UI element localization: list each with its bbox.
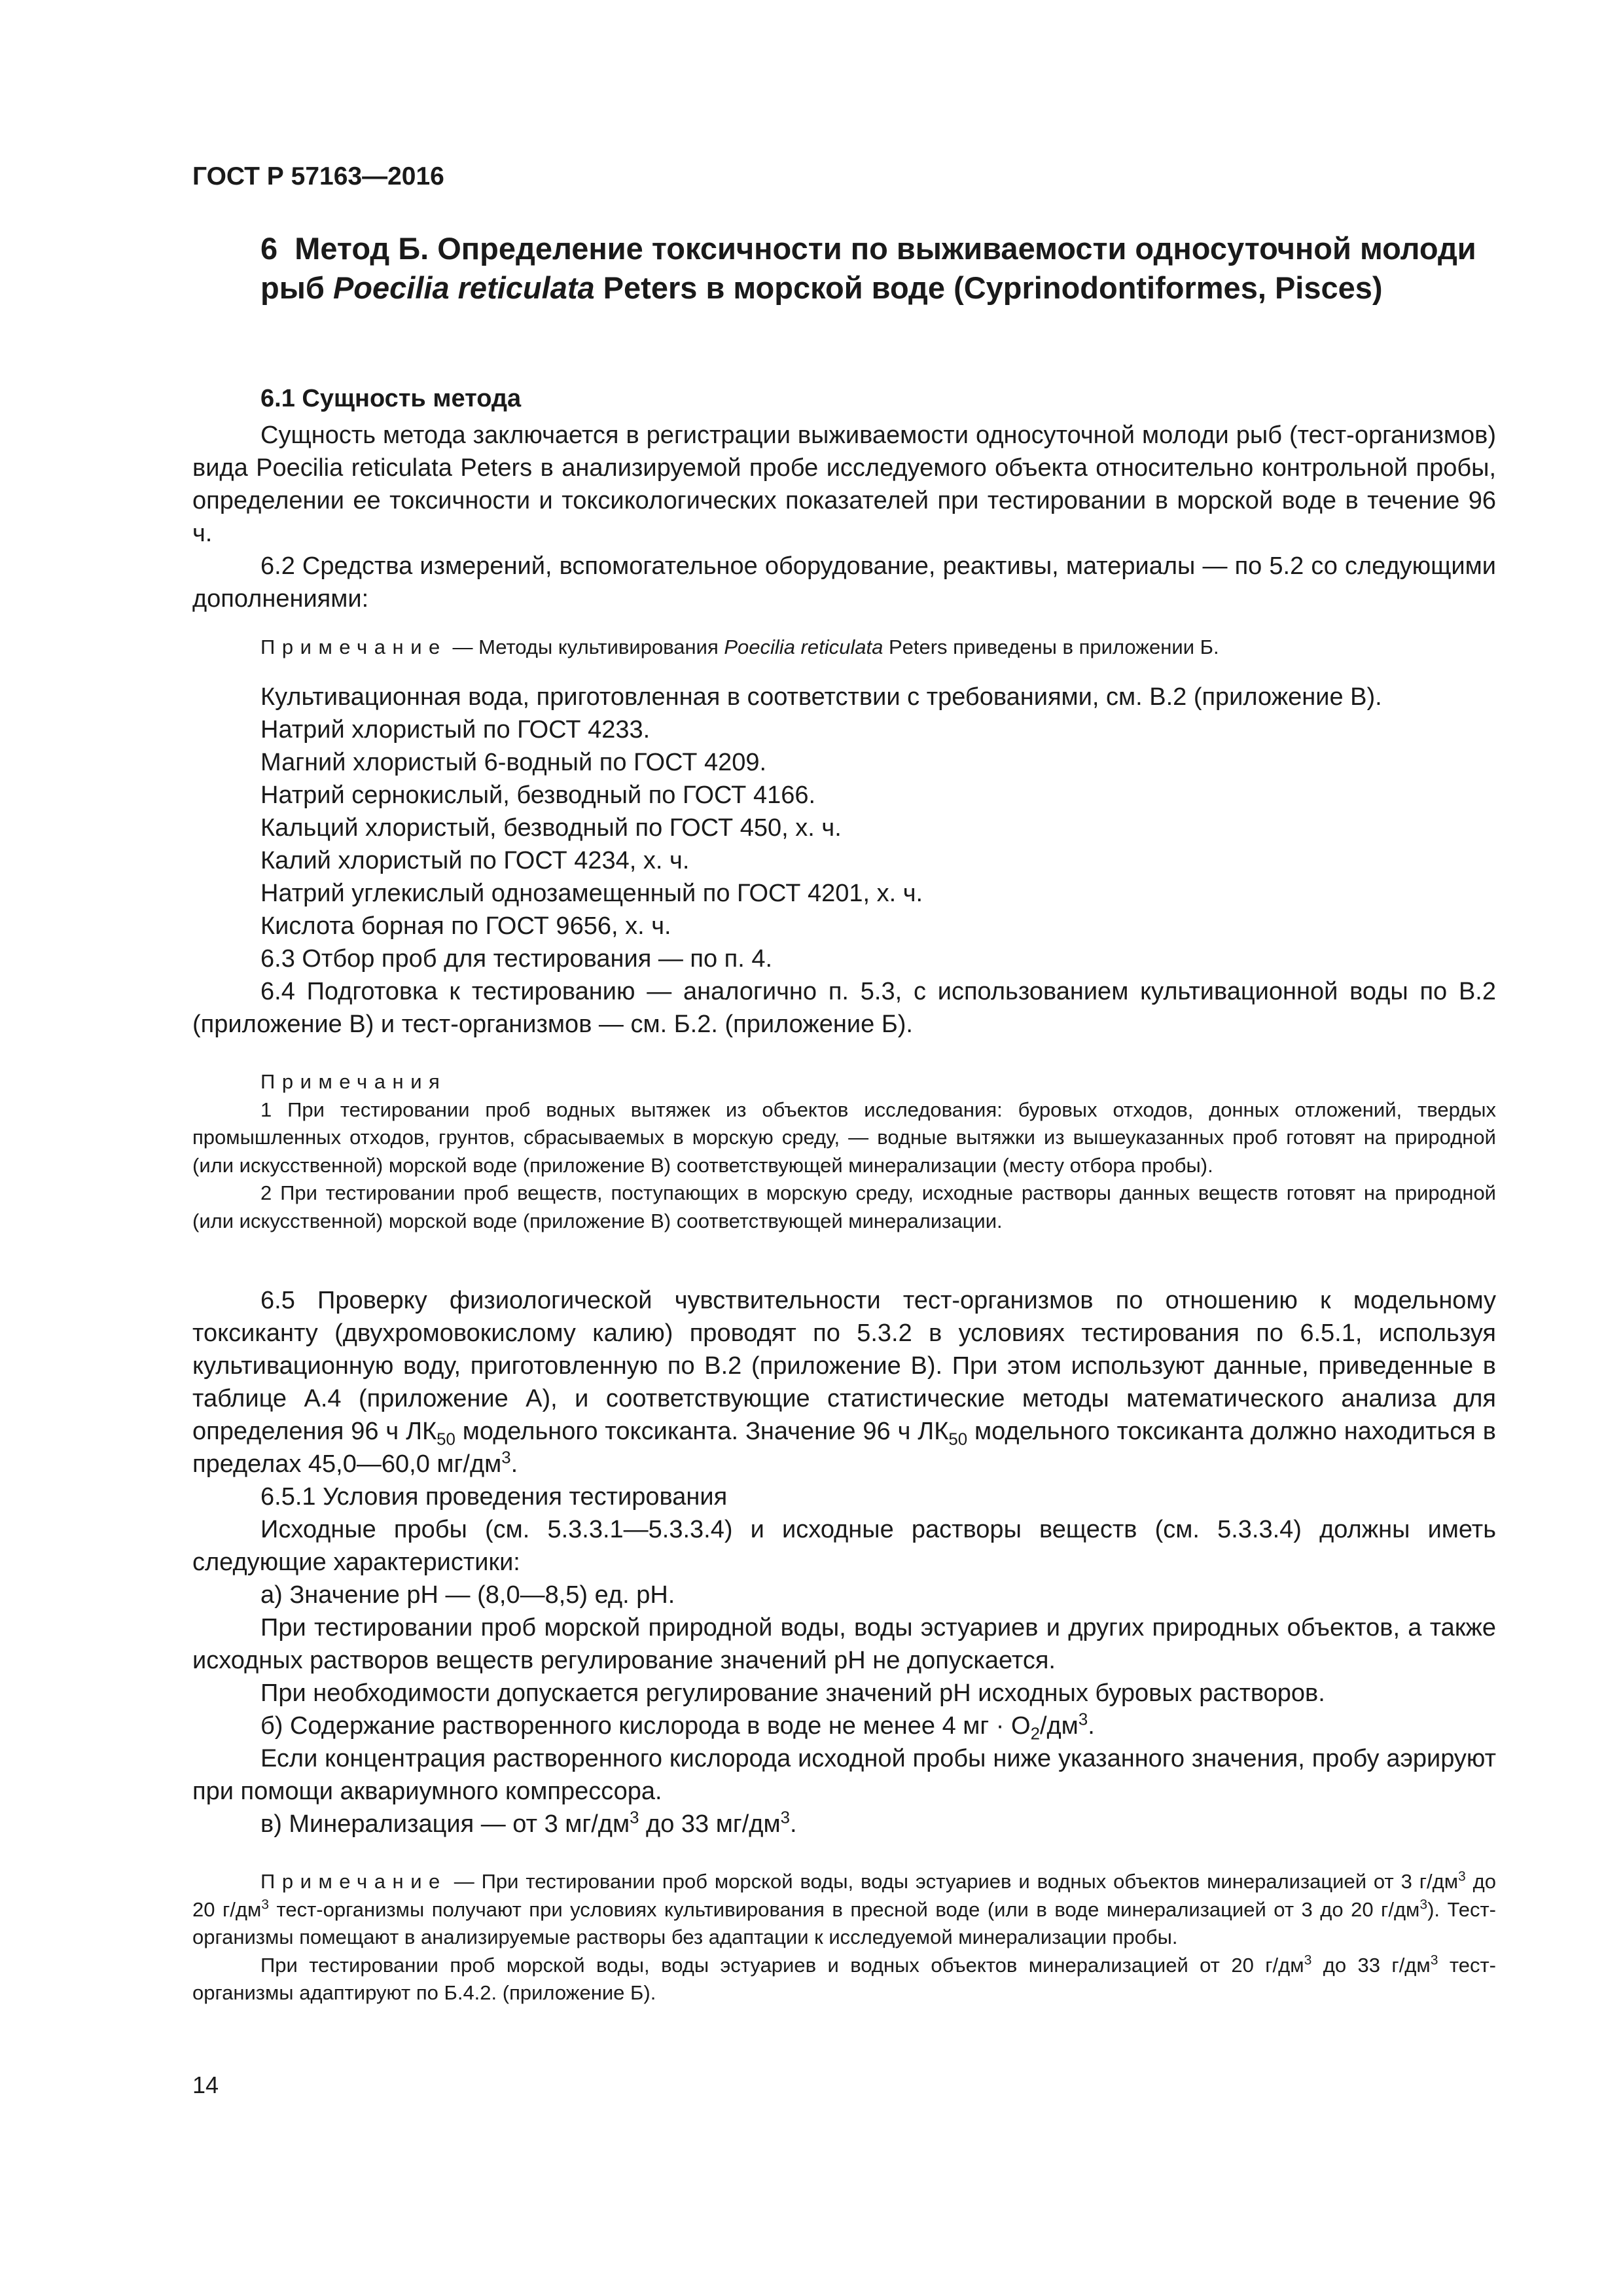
materials-block: [192, 681, 1496, 1041]
paragraph-initial-samples: Исходные пробы (см. 5.3.3.1—5.3.3.4) и исходные растворы веществ (см. 5.3.3.4) должны иметь следующие характеристики:: [192, 1516, 1496, 1576]
item-b-oxygen: б) Содержание растворенного кислорода в воде не менее 4 мг · $О_2/дм^3$.: [260, 1710, 1095, 1744]
paragraph-6-5-1: 6.5.1 Условия проведения тестирования: [260, 1483, 728, 1511]
note-3-paragraph-2: При тестировании проб морской воды, воды эстуариев и водных объектов минерализацией от 20 $г/дм^3$ до 33 $г/дм^3$ тест-организмы адаптируют по Б.4.2. (приложение Б).: [192, 1952, 1496, 2004]
notes-2-item-2: 2 При тестировании проб веществ, поступающих в морскую среду, исходные растворы данных веществ готовят на природной (или искусственной) морской воде (приложение В) соответствующей минерализации.: [192, 1181, 1496, 1232]
paragraph-6-5: 6.5 Проверку физиологической чувствительности тест-организмов по отношению к модельному токсиканту (двухромовокислому калию) проводят по 5.3.2 в условиях тестирования по 6.5.1, используя культивационную воду, приготовленную по В.2 (приложение В). При этом используют данные, приведенные в таблице А.4 (приложение А), и соответствующие статистические методы математического анализа для определения 96 ч $ЛК_{50}$ модельного токсиканта. Значение 96 ч $ЛК_{50}$ модельного токсиканта должно находиться в пределах 45,0—60,0 $мг/дм^3$.: [192, 1287, 1496, 1478]
material-item: Натрий углекислый однозамещенный по ГОСТ 4201, х. ч.: [260, 880, 923, 907]
paragraph-ph-drilling: При необходимости допускается регулирование значений рН исходных буровых растворов.: [260, 1679, 1325, 1707]
notes-2: [192, 1068, 1496, 1235]
item-v-mineralization: в) Минерализация — от 3 $мг/дм^3$ до 33 $мг/дм^3$.: [260, 1808, 797, 1838]
paragraph-6-1: Сущность метода заключается в регистрации выживаемости односуточной молоди рыб (тест-организмов) вида Poecilia reticulata Peters в анализируемой пробе исследуемого объекта относительно контрольной пробы, определении ее токсичности и токсикологических показателей при тестировании в морской воде в течение 96 ч.: [192, 422, 1496, 547]
note-1-text-a: — Методы культивирования: [446, 636, 724, 658]
section-6-title-part1: Метод Б. Определение токсичности по выживаемости односуточной молоди рыб: [260, 231, 1476, 305]
species-name-italic: Poecilia reticulata: [332, 270, 595, 305]
document-number: ГОСТ Р 57163—2016: [192, 162, 444, 190]
section-6-heading: [260, 229, 1517, 308]
note-1-label: Примечание: [260, 636, 447, 658]
paragraph-6-2: 6.2 Средства измерений, вспомогательное оборудование, реактивы, материалы — по 5.2 со следующими дополнениями:: [192, 552, 1496, 613]
body-block-2: [192, 1284, 1496, 1840]
note-1-species-italic: Poecilia reticulata: [724, 636, 883, 658]
note-3-paragraph-1: Примечание — При тестировании проб морской воды, воды эстуариев и водных объектов минерализацией от 3 $г/дм^3$ до 20 $г/дм^3$ тест-организмы получают при условиях культивирования в пресной воде (или в воде минерализацией от 3 до 20 $г/дм^3$). Тест-организмы помещают в анализируемые растворы без адаптации к исследуемой минерализации пробы.: [192, 1869, 1496, 1948]
material-item: Натрий сернокислый, безводный по ГОСТ 4166.: [260, 781, 816, 809]
material-item: Кальций хлористый, безводный по ГОСТ 450, х. ч.: [260, 814, 842, 842]
paragraph-ph-regulation: При тестировании проб морской природной воды, воды эстуариев и других природных объектов, а также исходных растворов веществ регулирование значений рН не допускается.: [192, 1614, 1496, 1674]
material-item: Натрий хлористый по ГОСТ 4233.: [260, 716, 651, 744]
note-1: [192, 634, 1496, 662]
material-item: Кислота борная по ГОСТ 9656, х. ч.: [260, 912, 671, 940]
notes-2-label: Примечания: [260, 1070, 447, 1093]
paragraph-oxygen-aeration: Если концентрация растворенного кислорода исходной пробы ниже указанного значения, пробу аэрируют при помощи аквариумного компрессора.: [192, 1745, 1496, 1805]
section-6-1-heading: 6.1 Сущность метода: [260, 385, 522, 412]
paragraph-6-4: 6.4 Подготовка к тестированию — аналогично п. 5.3, с использованием культивационной воды по В.2 (приложение В) и тест-организмов — см. Б.2. (приложение Б).: [192, 978, 1496, 1038]
material-item: Магний хлористый 6-водный по ГОСТ 4209.: [260, 749, 767, 776]
item-a-ph: а) Значение рН — (8,0—8,5) ед. рН.: [260, 1581, 675, 1609]
material-item: Калий хлористый по ГОСТ 4234, х. ч.: [260, 847, 690, 874]
body-block-1: [192, 419, 1496, 615]
notes-2-item-1: 1 При тестировании проб водных вытяжек из объектов исследования: буровых отходов, донных отложений, твердых промышленных отходов, грунтов, сбрасываемых в морскую среду, — водные вытяжки из вышеуказанных проб готовят на природной (или искусственной) морской воде (приложение В) соответствующей минерализации (месту отбора пробы).: [192, 1098, 1496, 1177]
page-number: 14: [192, 2072, 219, 2098]
note-3: [192, 1868, 1496, 2007]
material-item: Культивационная вода, приготовленная в соответствии с требованиями, см. В.2 (приложение В).: [260, 683, 1382, 711]
section-6-number: 6: [260, 231, 278, 266]
paragraph-6-3: 6.3 Отбор проб для тестирования — по п. 4.: [260, 945, 773, 973]
note-1-text-b: Peters приведены в приложении Б.: [883, 636, 1219, 658]
section-6-title-part2: Peters в морской воде (Cyprinodontiformes, Pisces): [594, 270, 1383, 305]
